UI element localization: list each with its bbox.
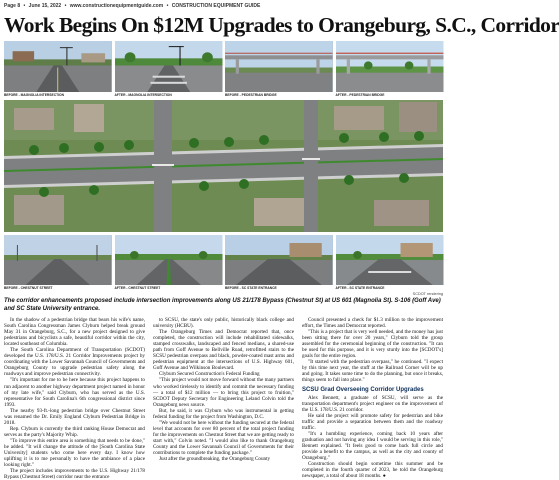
paragraph: "We would not be here without the funding secured at the federal level that accounts for over 80 percent of the total project funding for the improvements on Chestnut Street that we are getting ready to start with," Colvin noted. "I would also like to thank Orangeburg County and the Lower Savannah Council of Governments for their contributions to complete the funding package.": [153, 419, 294, 457]
paragraph: The South Carolina Department of Transportation (SCDOT) developed the U.S. 178/U.S. 21 Corridor Improvements project by coordinating with the Lower Savannah Council of Governments and Orangeburg County to upgrade pedestrian safety along the roadways and improve pedestrian connectivity.: [4, 347, 145, 378]
paragraph: "To improve this entire area is something that needs to be done," he added. "It will change the attitude of the [South Carolina State University] students who come here every day. I know how uplifting it is to me personally to have the ambiance of a place looking right.": [4, 437, 145, 469]
paragraph: "It started with the pedestrian overpass," he continued. "I expect by this time next year, the stuff at the Railroad Corner will be up and going. It takes some time to do the planning, but once it breaks, things seem to fall into place.": [302, 359, 443, 384]
paragraph: to SCSU, the state's only public, historically black college and university (HCBU).: [153, 317, 294, 330]
photo-credit: SCDOT rendering: [412, 292, 443, 296]
paragraph: "This is a project that is very well needed, and the money has just been sitting there for over 20 years," Clyburn told the group assembled for the ceremonial beginning of the construction. "It can be used for this purpose, and it is very sturdy into the [SCDOT's] goals for the entire region.: [302, 329, 443, 360]
article-body: [4, 317, 443, 480]
intersection-photo: [4, 41, 112, 92]
column-2: [153, 317, 294, 480]
column-3: [302, 317, 443, 480]
photo-caption: BEFORE - MAGNOLIA INTERSECTION: [4, 93, 64, 97]
paragraph: The Orangeburg Times and Democrat reported that, once completed, the construction will include rehabilitated sidewalks, stamped crosswalks, landscaped and fenced medians, a shared-use path from Goff Avenue to Bellville Road, retrofitted stairs to the SCSU pedestrian overpass and black, powder-coated mast arms and pedestrian equipment at the intersections of U.S. Highway 601, Goff Avenue and Wilkinson Boulevard.: [153, 329, 294, 372]
photo-caption: AFTER - PEDESTRIAN BRIDGE: [335, 93, 385, 97]
paragraph: He said the project will promote safety for pedestrian and bike traffic and provide a separation between them and the roadway traffic.: [302, 412, 443, 431]
separator: •: [166, 3, 169, 9]
bridge-rendering: [336, 41, 444, 92]
paragraph: Alex Bennett, a graduate of SCSU, will serve as the transportation department's project engineer on the improvement of the U.S. 178/U.S. 21 corridor.: [302, 394, 443, 413]
photo-caption: BEFORE - CHESTNUT STREET: [4, 286, 53, 290]
paragraph: Council presented a check for $1.3 million to the improvement effort, the Times and Democrat reported.: [302, 317, 443, 330]
paragraph: Rep. Clyburn is currently the third ranking House Democrat and serves as the party's Majority Whip.: [4, 425, 145, 438]
separator: •: [64, 3, 67, 9]
website-url[interactable]: www.constructionequipmentguide.com: [69, 3, 164, 9]
article-headline: Work Begins On $12M Upgrades to Orangeburg, S.C., Corridor: [4, 13, 559, 37]
intersection-rendering: [115, 41, 223, 92]
street-photo: [4, 235, 112, 285]
issue-date: June 15, 2022: [28, 3, 62, 9]
bottom-captions: [4, 286, 443, 292]
bridge-photo: [225, 41, 333, 92]
paragraph: "This project would not move forward without the many partners who worked tirelessly to identify and commit the necessary funding — a total of $12 million — to bring this project to fruition," SCDOT Deputy Secretary for Engineering Leland Colvin told the Orangeburg news source.: [153, 377, 294, 408]
publication-name: CONSTRUCTION EQUIPMENT GUIDE: [171, 3, 261, 9]
street-rendering: [115, 235, 223, 285]
paragraph: The project includes improvements to the U.S. Highway 21/178 Bypass (Chestnut Street) corridor near the entrance: [4, 468, 145, 480]
paragraph: Construction should begin sometime this summer and be completed in the fourth quarter of 2023, he told the Orangeburg newspaper, a total of about 18 months. ●: [302, 461, 443, 480]
top-photo-row: [4, 41, 443, 92]
separator: •: [23, 3, 26, 9]
paragraph: "It's important for me to be here because this project happens to run adjacent to another highway department project named in honor of my late wife," said Clyburn, who has served as the U.S. representative for South Carolina's 6th congressional district since 1993.: [4, 377, 145, 408]
section-subhead: Clyburn Secured Construction's Federal Funding: [159, 371, 260, 378]
bottom-photo-row: [4, 235, 443, 285]
paragraph: Just after the groundbreaking, the Orangeburg County: [159, 456, 271, 463]
section-subhead: SCSU Grad Overseeing Corridor Upgrades: [302, 386, 424, 393]
page-number: Page 8: [4, 3, 21, 9]
photo-cutline: The corridor enhancements proposed include intersection improvements along US 21/178 Bypass (Chestnut St) at US 601 (Magnolia St). S-106 (Goff Ave) and SC State University entrance.: [4, 298, 441, 312]
entrance-photo: [225, 235, 333, 285]
paragraph: In the shadow of a pedestrian bridge that bears his wife's name, South Carolina Congressman James Clyburn helped break ground May 31 in Orangeburg, S.C., for a new project designed to give pedestrians and bicyclists a safe, beautiful corridor within the city, located southeast of Columbia.: [4, 317, 145, 348]
paragraph: "It's a humbling experience, coming back 10 years after graduation and not having any idea I would be serving in this role," Bennett explained. "It feels good to come back full circle and provide a benefit to the campus, as well as the city and county of Orangeburg.": [302, 430, 443, 461]
photo-caption: AFTER - MAGNOLIA INTERSECTION: [114, 93, 172, 97]
entrance-rendering: [336, 235, 444, 285]
photo-caption: BEFORE - PEDESTRIAN BRIDGE: [225, 93, 277, 97]
column-1: [4, 317, 145, 480]
photo-caption: AFTER - SC STATE ENTRANCE: [335, 286, 385, 290]
top-captions: [4, 93, 443, 99]
photo-caption: BEFORE - SC STATE ENTRANCE: [225, 286, 277, 290]
aerial-corridor-rendering: [4, 100, 443, 232]
paragraph: But, he said, it was Clyburn who was instrumental in getting federal funding for the project from Washington, D.C.: [153, 407, 294, 420]
paragraph: The nearby 93-ft.-long pedestrian bridge over Chestnut Street was renamed the Dr. Emily England Clyburn Pedestrian Bridge in 2018.: [4, 407, 145, 426]
photo-caption: AFTER - CHESTNUT STREET: [114, 286, 161, 290]
